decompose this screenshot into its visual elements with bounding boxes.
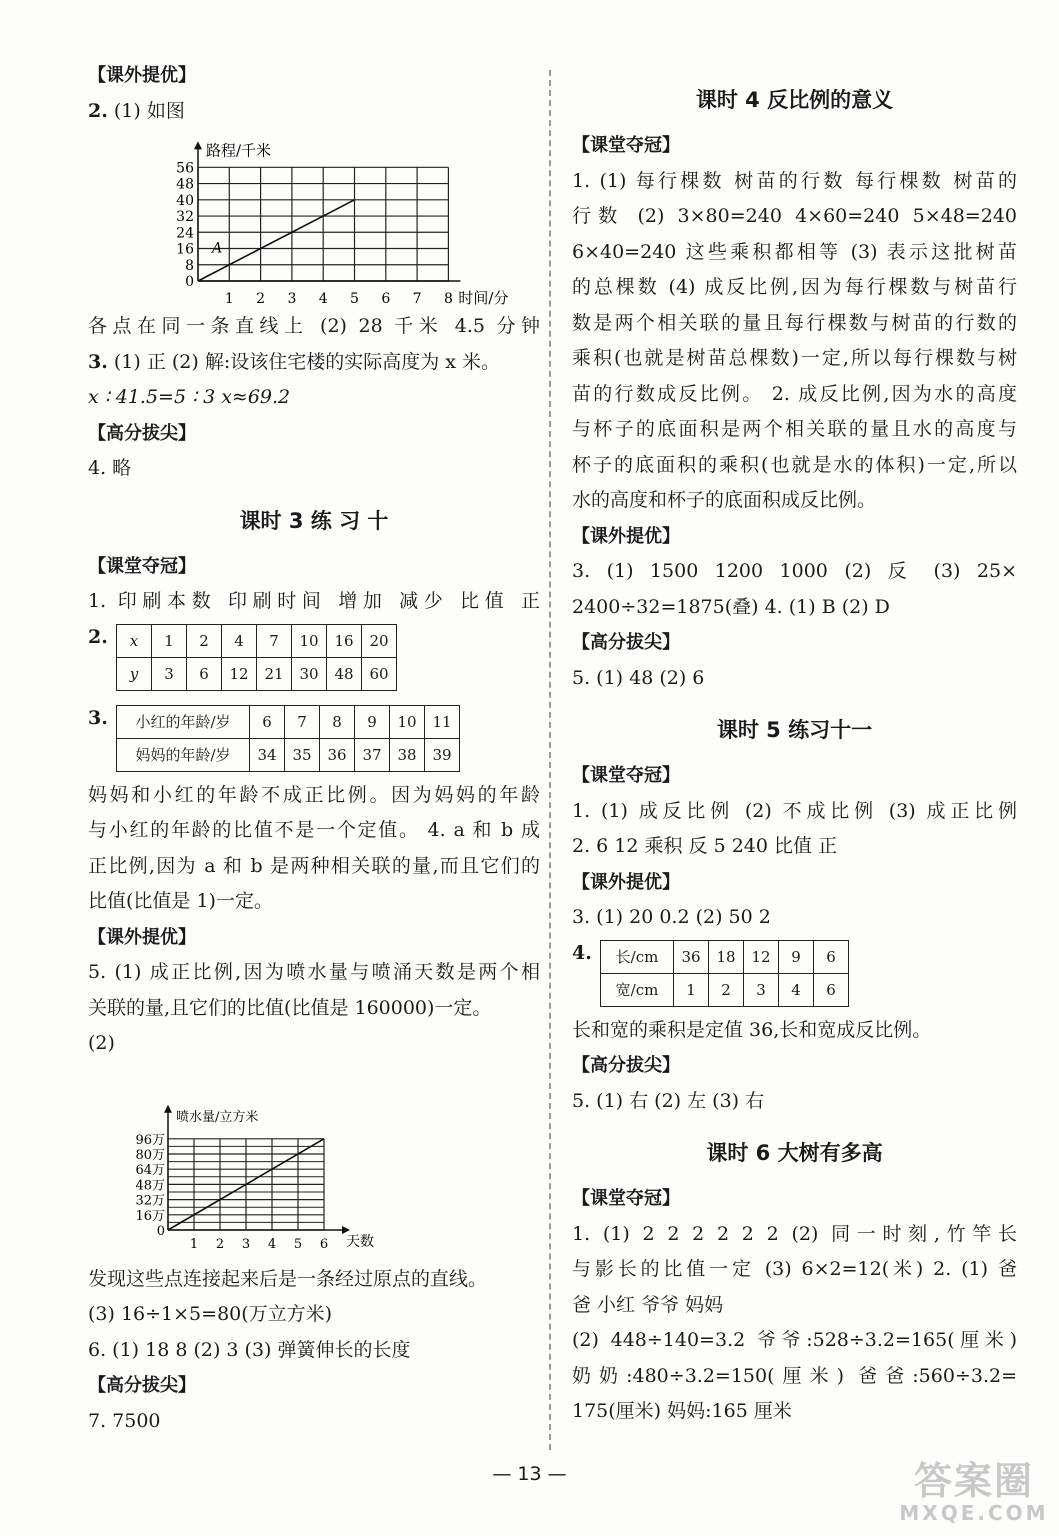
answer-line: 比值(比值是 1)一定。 xyxy=(88,890,273,912)
answer-line: 杯子的底面积的乘积(也就是水的体积)一定,所以 xyxy=(572,453,1017,476)
answer-line: 7. 7500 xyxy=(88,1409,161,1432)
table-cell: 9 xyxy=(355,705,390,738)
table-cell: 7 xyxy=(257,624,292,657)
table-cell: 7 xyxy=(285,705,320,738)
answer-line: 与小红的年龄的比值不是一个定值。 4. a 和 b 成 xyxy=(88,819,540,841)
table-cell: 1 xyxy=(152,624,187,657)
question-number: 4. xyxy=(572,941,592,964)
table-cell: 18 xyxy=(709,940,744,973)
watermark-url: MXQE.COM xyxy=(899,1501,1049,1525)
y-axis-arrow xyxy=(164,1104,172,1112)
distance-time-chart xyxy=(98,129,538,309)
table-cell: 1 xyxy=(674,973,709,1006)
y-tick-label: 24 xyxy=(176,225,194,242)
row-header-cell: x xyxy=(117,624,152,657)
xy-table xyxy=(116,624,397,691)
answer-line: 数是两个相关联的量且每行棵数与树苗的行数的 xyxy=(572,311,1017,334)
table-cell: 3 xyxy=(744,973,779,1006)
table-cell: 20 xyxy=(362,624,397,657)
x-tick-label: 1 xyxy=(224,291,234,307)
lesson-title: 课时 6 大树有多高 xyxy=(706,1141,883,1165)
section-heading: 【课堂夺冠】 xyxy=(572,135,680,156)
x-tick-label: 4 xyxy=(318,291,328,307)
table-row xyxy=(117,738,460,771)
answer-line: 1. (1) 成反比例 (2) 不成比例 (3) 成正比例 xyxy=(572,799,1017,822)
question-3-table-row xyxy=(88,705,540,772)
answer-line: 1. 印刷本数 印刷时间 增加 减少 比值 正 xyxy=(88,590,540,612)
question-2 xyxy=(88,94,540,130)
table-cell: 12 xyxy=(744,940,779,973)
answer-line: 各点在同一条直线上 (2) 28 千米 4.5 分钟 xyxy=(88,315,540,337)
answer-line: 3. (1) 1500 1200 1000 (2) 反 (3) 25× xyxy=(572,560,1017,582)
table-cell: 6 xyxy=(250,705,285,738)
table-cell: 21 xyxy=(257,657,292,690)
y-tick-label: 0 xyxy=(156,1223,165,1239)
table-cell: 10 xyxy=(390,705,425,738)
lesson-title: 课时 5 练习十一 xyxy=(716,718,873,742)
x-tick-label: 7 xyxy=(412,291,422,307)
section-heading: 【高分拔尖】 xyxy=(572,1055,680,1076)
answer-line: 乘积(也就是树苗总棵数)一定,所以每行棵数与树 xyxy=(572,347,1017,369)
table-cell: 34 xyxy=(250,738,285,771)
table-cell: 11 xyxy=(425,705,460,738)
x-tick-label: 5 xyxy=(293,1236,303,1252)
y-tick-label: 40 xyxy=(176,192,194,209)
section-heading: 【课外提优】 xyxy=(572,525,680,547)
answer-line: 5. (1) 48 (2) 6 xyxy=(572,666,705,689)
section-heading: 【高分拔尖】 xyxy=(88,1375,196,1396)
section-heading: 【课堂夺冠】 xyxy=(572,1188,680,1209)
x-tick-label: 5 xyxy=(350,291,359,307)
table-cell: 2 xyxy=(709,973,744,1006)
answer-line: 5. (1) 成正比例,因为喷水量与喷涌天数是两个相 xyxy=(88,961,540,983)
length-width-table xyxy=(600,940,849,1007)
answer-line: 5. (1) 右 (2) 左 (3) 右 xyxy=(572,1089,765,1112)
answer-line: 爸 小红 爷爷 妈妈 xyxy=(572,1293,724,1316)
table-cell: 30 xyxy=(292,657,327,690)
x-tick-label: 3 xyxy=(241,1236,251,1252)
question-text: (1) 如图 xyxy=(113,99,185,122)
section-heading: 【高分拔尖】 xyxy=(572,632,680,653)
right-column xyxy=(572,58,1017,1430)
answer-line: 苗的行数成反比例。 2. 成反比例,因为水的高度 xyxy=(572,382,1017,405)
table-cell: 4 xyxy=(222,624,257,657)
answer-line: (2) xyxy=(88,1032,115,1054)
point-label: A xyxy=(212,240,223,257)
x-tick-label: 2 xyxy=(215,1236,225,1252)
answer-line: 发现这些点连接起来后是一条经过原点的直线。 xyxy=(88,1267,488,1290)
question-number: 3. xyxy=(88,350,108,373)
y-tick-label: 96万 xyxy=(135,1132,165,1148)
question-2-table-row xyxy=(88,624,540,691)
y-tick-label: 80万 xyxy=(135,1147,165,1163)
table-row xyxy=(601,973,849,1006)
x-axis-label: 时间/分 xyxy=(458,289,509,307)
x-tick-label: 4 xyxy=(267,1236,277,1252)
table-cell: 38 xyxy=(390,738,425,771)
answer-line: 长和宽的乘积是定值 36,长和宽成反比例。 xyxy=(572,1018,932,1041)
table-cell: 3 xyxy=(152,657,187,690)
section-heading: 【课外提优】 xyxy=(572,871,680,893)
row-header-cell: 小红的年龄/岁 xyxy=(117,705,250,738)
y-tick-label: 0 xyxy=(185,274,194,290)
equation-line: x ∶ 41.5=5 ∶ 3 x≈69.2 xyxy=(88,386,291,408)
answer-line: 6. (1) 18 8 (2) 3 (3) 弹簧伸长的长度 xyxy=(88,1338,411,1361)
table-cell: 2 xyxy=(187,624,222,657)
x-tick-label: 1 xyxy=(189,1236,199,1252)
answer-line: 关联的量,且它们的比值(比值是 160000)一定。 xyxy=(88,996,492,1019)
table-row xyxy=(117,657,397,690)
answer-line: 行数 (2) 3×80=240 4×60=240 5×48=240 xyxy=(572,205,1017,227)
question-number: 3. xyxy=(88,706,108,729)
table-cell: 35 xyxy=(285,738,320,771)
answer-line: 与杯子的底面积是两个相关联的量且水的高度与 xyxy=(572,418,1017,440)
row-header-cell: 长/cm xyxy=(601,940,674,973)
table-cell: 39 xyxy=(425,738,460,771)
table-cell: 4 xyxy=(779,973,814,1006)
table-cell: 6 xyxy=(814,940,849,973)
age-table xyxy=(116,705,460,772)
x-tick-label: 6 xyxy=(319,1236,329,1252)
table-cell: 6 xyxy=(187,657,222,690)
answer-line: 2. 6 12 乘积 反 5 240 比值 正 xyxy=(572,835,838,857)
y-axis-label: 喷水量/立方米 xyxy=(176,1109,259,1125)
question-4-table-row xyxy=(572,940,1017,1007)
y-axis-arrow xyxy=(194,141,202,149)
y-tick-label: 32 xyxy=(176,209,194,226)
x-tick-label: 2 xyxy=(256,291,266,307)
answer-line: 175(厘米) 妈妈:165 厘米 xyxy=(572,1400,792,1422)
answer-line: 妈妈和小红的年龄不成正比例。因为妈妈的年龄 xyxy=(88,783,540,806)
answer-line: 4. 略 xyxy=(88,457,132,479)
lesson-title: 课时 4 反比例的意义 xyxy=(695,88,894,112)
section-heading: 【课外提优】 xyxy=(88,65,196,86)
section-heading: 【课外提优】 xyxy=(88,926,196,948)
y-tick-label: 16万 xyxy=(135,1208,165,1224)
answer-line: 的总棵数 (4) 成反比例,因为每行棵数与树苗行 xyxy=(572,276,1017,298)
answer-line: (2) 448÷140=3.2 爷爷:528÷3.2=165(厘米) xyxy=(572,1329,1017,1351)
watermark-logo xyxy=(899,1460,1049,1530)
answer-line: 1. (1) 每行棵数 树苗的行数 每行棵数 树苗的 xyxy=(572,169,1017,192)
answer-line: 奶奶:480÷3.2=150(厘米) 爸爸:560÷3.2= xyxy=(572,1364,1017,1387)
x-axis-arrow xyxy=(342,1226,350,1234)
x-axis-label: 天数 xyxy=(346,1233,374,1250)
y-tick-label: 48 xyxy=(176,176,194,193)
answer-line: (3) 16÷1×5=80(万立方米) xyxy=(88,1303,333,1325)
left-column xyxy=(88,58,540,1439)
table-row xyxy=(601,940,849,973)
table-cell: 8 xyxy=(320,705,355,738)
question-text: (1) 正 (2) 解:设该住宅楼的实际高度为 x 米。 xyxy=(113,350,501,373)
table-cell: 12 xyxy=(222,657,257,690)
question-3 xyxy=(88,345,540,381)
table-cell: 60 xyxy=(362,657,397,690)
answer-line: 与影长的比值一定 (3) 6×2=12(米) 2. (1) 爸 xyxy=(572,1258,1017,1280)
watermark-text: 答案圈 xyxy=(913,1459,1034,1503)
table-cell: 16 xyxy=(327,624,362,657)
column-divider xyxy=(549,70,551,1450)
x-tick-label: 8 xyxy=(443,291,453,307)
page-number: — 13 — xyxy=(492,1463,567,1485)
section-heading: 【课堂夺冠】 xyxy=(88,555,196,577)
answer-line: 水的高度和杯子的底面积成反比例。 xyxy=(572,489,877,511)
row-header-cell: 宽/cm xyxy=(601,973,674,1006)
table-cell: 36 xyxy=(674,940,709,973)
y-axis-label: 路程/千米 xyxy=(206,141,272,160)
row-header-cell: y xyxy=(117,657,152,690)
y-tick-label: 32万 xyxy=(135,1193,165,1209)
question-number: 2. xyxy=(88,625,108,648)
lesson-title: 课时 3 练 习 十 xyxy=(239,508,389,533)
y-tick-label: 56 xyxy=(176,160,194,177)
table-cell: 37 xyxy=(355,738,390,771)
answer-line: 2400÷32=1875(叠) 4. (1) B (2) D xyxy=(572,595,890,618)
row-header-cell: 妈妈的年龄/岁 xyxy=(117,738,250,771)
y-tick-label: 64万 xyxy=(135,1162,165,1178)
section-heading: 【课堂夺冠】 xyxy=(572,765,680,786)
answer-line: 3. (1) 20 0.2 (2) 50 2 xyxy=(572,906,771,928)
table-cell: 10 xyxy=(292,624,327,657)
section-heading: 【高分拔尖】 xyxy=(88,422,196,444)
answer-line: 1. (1) 2 2 2 2 2 2 (2) 同一时刻,竹竿长 xyxy=(572,1222,1017,1245)
answer-line: 6×40=240 这些乘积都相等 (3) 表示这批树苗 xyxy=(572,240,1017,263)
x-tick-label: 3 xyxy=(287,291,297,307)
table-cell: 36 xyxy=(320,738,355,771)
question-number: 2. xyxy=(88,99,108,122)
table-cell: 9 xyxy=(779,940,814,973)
x-tick-label: 6 xyxy=(381,291,391,307)
table-cell: 48 xyxy=(327,657,362,690)
y-tick-label: 48万 xyxy=(135,1177,165,1193)
answer-line: 正比例,因为 a 和 b 是两种相关联的量,而且它们的 xyxy=(88,854,540,877)
table-row xyxy=(117,624,397,657)
table-row xyxy=(117,705,460,738)
water-volume-chart xyxy=(98,1062,398,1262)
y-tick-label: 16 xyxy=(176,241,194,258)
table-cell: 6 xyxy=(814,973,849,1006)
y-tick-label: 8 xyxy=(185,257,194,274)
